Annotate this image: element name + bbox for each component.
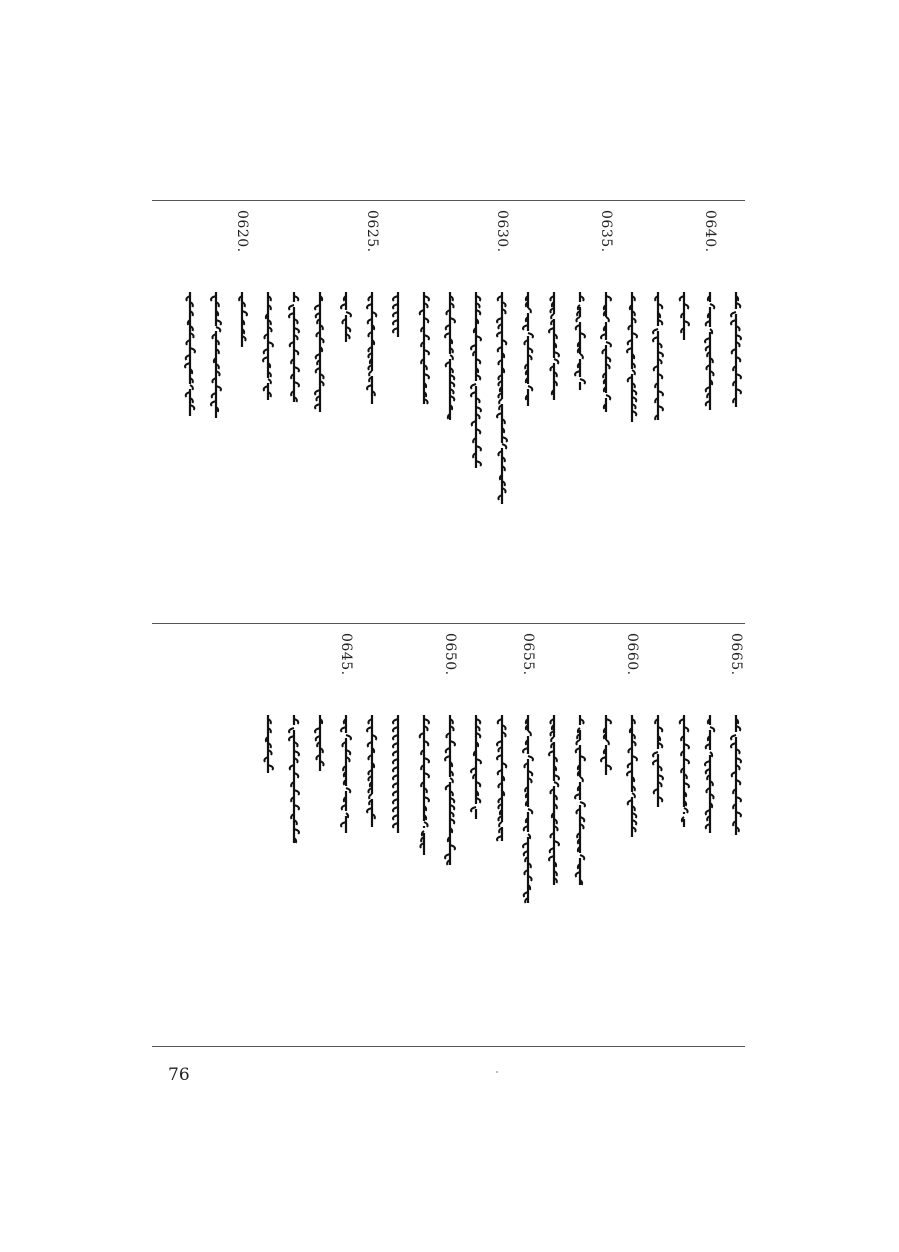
- mongolian-script-line: [467, 715, 485, 823]
- mongolian-script-line: [441, 292, 459, 424]
- mongolian-script-line: [285, 715, 303, 847]
- mongolian-script-line: [233, 292, 251, 351]
- mongolian-script-line: [571, 292, 589, 394]
- mongolian-script-line: [389, 292, 407, 341]
- top-text-block: [152, 210, 745, 582]
- line-number: 0660.: [624, 633, 640, 676]
- text-column: [309, 232, 331, 582]
- text-column: [491, 210, 513, 582]
- text-column: [725, 232, 747, 582]
- mongolian-script-line: [363, 715, 381, 831]
- mongolian-script-line: [415, 715, 433, 859]
- text-column: [387, 232, 409, 582]
- text-column: [699, 210, 721, 582]
- text-column: [283, 655, 305, 985]
- line-number: 0650.: [442, 633, 458, 676]
- text-column: [543, 655, 565, 985]
- text-column: [621, 232, 643, 582]
- text-column: [517, 232, 539, 582]
- mongolian-script-line: [389, 715, 407, 837]
- text-column: [283, 232, 305, 582]
- mongolian-script-line: [181, 292, 199, 420]
- middle-rule: [152, 623, 745, 624]
- text-column: [595, 655, 617, 985]
- text-column: [621, 633, 643, 985]
- mongolian-script-line: [285, 292, 303, 406]
- line-number: 0640.: [702, 210, 718, 253]
- mongolian-script-line: [597, 292, 615, 416]
- mongolian-script-line: [623, 292, 641, 426]
- text-column: [699, 655, 721, 985]
- text-column: [647, 232, 669, 582]
- text-column: [335, 232, 357, 582]
- text-column: [361, 210, 383, 582]
- mongolian-script-line: [545, 715, 563, 889]
- line-number: 0655.: [520, 633, 536, 676]
- mongolian-script-line: [519, 715, 537, 907]
- bottom-text-block: [152, 633, 745, 985]
- mongolian-script-line: [675, 715, 693, 831]
- mongolian-script-line: [441, 715, 459, 869]
- mongolian-script-line: [311, 715, 329, 775]
- text-column: [517, 633, 539, 985]
- text-column: [465, 232, 487, 582]
- text-column: [491, 655, 513, 985]
- mongolian-script-line: [493, 292, 511, 508]
- mongolian-script-line: [649, 715, 667, 811]
- line-number: 0645.: [338, 633, 354, 676]
- text-column: [439, 633, 461, 985]
- text-column: [387, 655, 409, 985]
- mongolian-script-line: [259, 292, 277, 404]
- mongolian-script-line: [727, 292, 745, 411]
- text-column: [413, 232, 435, 582]
- mongolian-script-line: [207, 292, 225, 422]
- line-number: 0620.: [234, 210, 250, 253]
- text-column: [725, 633, 747, 985]
- text-column: [569, 232, 591, 582]
- text-column: [257, 232, 279, 582]
- mongolian-script-line: [415, 292, 433, 408]
- text-column: [569, 655, 591, 985]
- page-number: 76: [168, 1065, 190, 1085]
- mongolian-script-line: [571, 715, 589, 889]
- text-column: [413, 655, 435, 985]
- text-column: [673, 232, 695, 582]
- mongolian-script-line: [519, 292, 537, 410]
- text-column: [179, 232, 201, 582]
- text-column: [543, 232, 565, 582]
- mongolian-script-line: [701, 715, 719, 837]
- mongolian-script-line: [337, 715, 355, 837]
- text-column: [647, 655, 669, 985]
- mongolian-script-line: [311, 292, 329, 416]
- mongolian-script-line: [675, 292, 693, 344]
- mongolian-script-line: [337, 292, 355, 346]
- text-column: [361, 655, 383, 985]
- top-rule: [152, 200, 745, 201]
- text-column: [309, 655, 331, 985]
- mongolian-script-line: [701, 292, 719, 414]
- text-column: [257, 655, 279, 985]
- mongolian-script-line: [493, 715, 511, 845]
- line-number: 0665.: [728, 633, 744, 676]
- mongolian-script-line: [363, 292, 381, 408]
- mongolian-script-line: [623, 715, 641, 841]
- text-column: [439, 232, 461, 582]
- mongolian-script-line: [467, 292, 485, 472]
- text-column: [231, 210, 253, 582]
- mongolian-script-line: [649, 292, 667, 424]
- bottom-rule: [152, 1046, 745, 1047]
- text-column: [595, 210, 617, 582]
- mongolian-script-line: [259, 715, 277, 777]
- text-column: [673, 655, 695, 985]
- text-column: [465, 655, 487, 985]
- text-column: [335, 633, 357, 985]
- line-number: 0630.: [494, 210, 510, 253]
- line-number: 0635.: [598, 210, 614, 253]
- mongolian-script-line: [545, 292, 563, 404]
- line-number: 0625.: [364, 210, 380, 253]
- mongolian-script-line: [597, 715, 615, 779]
- scan-speck: [496, 1071, 498, 1073]
- text-column: [205, 232, 227, 582]
- mongolian-script-line: [727, 715, 745, 839]
